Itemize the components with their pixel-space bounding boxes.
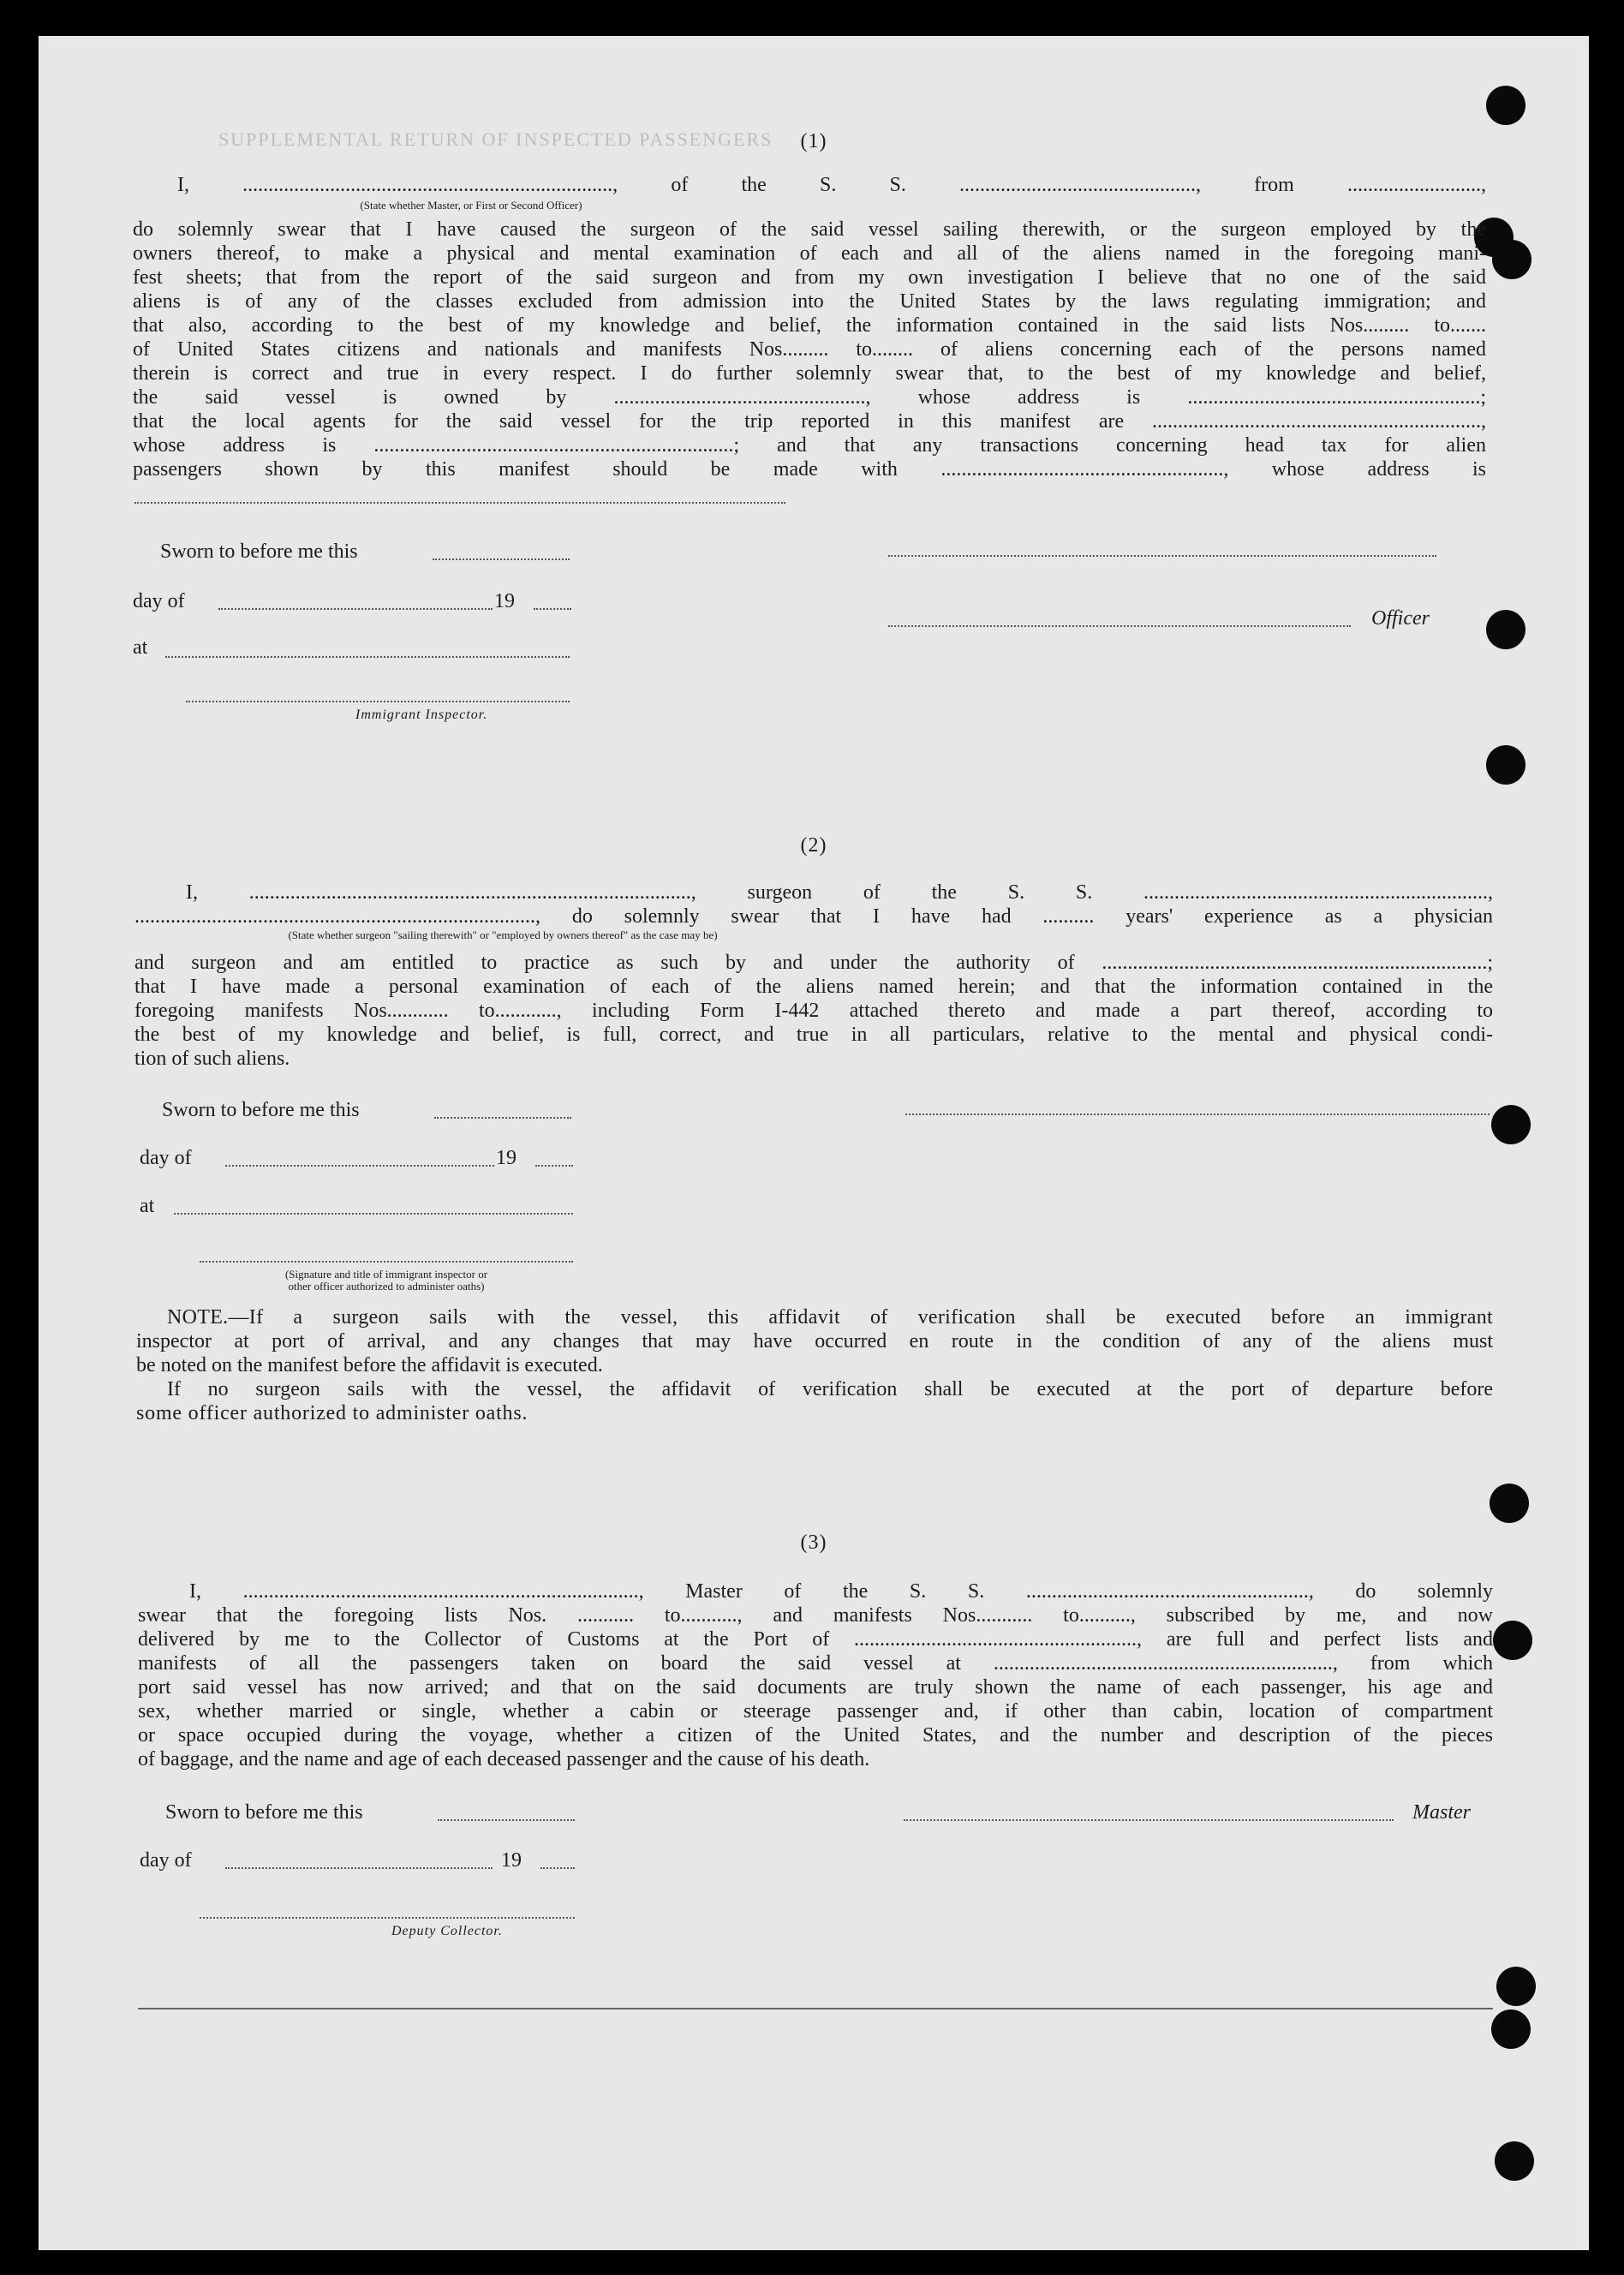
s2-line-6: the best of my knowledge and belief, is full, correct, and true in all particulars, relative to the mental and physical condi- [134, 1024, 1493, 1046]
s1-line-8: therein is correct and true in every respect. I do further solemnly swear that, to the best of my knowledge and belief, [133, 362, 1486, 385]
s3-line-8: of baggage, and the name and age of each deceased passenger and the cause of his death. [138, 1748, 870, 1770]
s2-year-blank [535, 1165, 573, 1167]
s2-sig-caption-2: other officer authorized to administer oaths) [288, 1280, 485, 1293]
s3-year-blank [540, 1867, 575, 1869]
s1-line-7: of United States citizens and nationals and manifests Nos......... to........ of aliens concerning each of the persons named [133, 338, 1486, 361]
s2-line-5: foregoing manifests Nos............ to............, including Form I-442 attached thereto and made a part thereof, according to [134, 1000, 1493, 1022]
faint-header: SUPPLEMENTAL RETURN OF INSPECTED PASSENGERS [218, 128, 773, 150]
s1-sworn-label: Sworn to before me this [160, 540, 358, 563]
s3-year: 19 [501, 1849, 522, 1872]
s1-day-label: day of [133, 590, 185, 612]
s2-sig-blank [905, 1114, 1490, 1115]
s1-line-5: aliens is of any of the classes excluded from admission into the United States by the laws regulating immigration; and [133, 290, 1486, 313]
s1-officer-label: Officer [1371, 607, 1430, 630]
s2-day-blank [225, 1165, 494, 1167]
s3-master-blank [904, 1819, 1394, 1821]
s3-line-6: sex, whether married or single, whether a cabin or steerage passenger and, if other than cabin, location of compartment [138, 1700, 1493, 1723]
s3-line-1: I, ............................................................................., Master of the S. S. ......................................................., do solemnly [189, 1580, 1493, 1603]
s2-note-line-3: be noted on the manifest before the affidavit is executed. [136, 1354, 603, 1376]
s1-address-blank [134, 502, 785, 504]
s2-note-line-1: NOTE.—If a surgeon sails with the vessel, this affidavit of verification shall be executed before an immigrant [167, 1306, 1493, 1329]
s1-line-10: that the local agents for the said vessel for the trip reported in this manifest are ................................................................, [133, 410, 1486, 433]
s1-inspector-blank [186, 701, 570, 702]
s1-day-blank [218, 608, 493, 610]
s1-year-blank [534, 608, 571, 610]
section-2-number: (2) [800, 834, 827, 857]
document-page [39, 36, 1589, 2250]
s1-line-1: I, ........................................................................, of the S. S. .............................................., from .........................., [177, 174, 1486, 196]
s2-sworn-label: Sworn to before me this [162, 1099, 360, 1121]
punch-hole [1496, 1967, 1536, 2006]
s1-inspector-caption: Immigrant Inspector. [355, 708, 488, 722]
section-1-number: (1) [800, 130, 827, 152]
s1-year: 19 [494, 590, 515, 612]
punch-hole [1491, 2009, 1531, 2049]
section-3-number: (3) [800, 1532, 827, 1554]
s1-line-4: fest sheets; that from the report of the said surgeon and from my own investigation I believe that no one of the said [133, 266, 1486, 289]
punch-hole [1495, 2141, 1534, 2181]
s3-day-blank [225, 1867, 493, 1869]
s2-year: 19 [496, 1147, 516, 1169]
s2-note-line-2: inspector at port of arrival, and any changes that may have occurred en route in the condition of any of the aliens must [136, 1330, 1493, 1352]
punch-hole [1486, 610, 1525, 649]
s1-at-blank [165, 656, 570, 658]
s1-line-3: owners thereof, to make a physical and mental examination of each and all of the aliens named in the foregoing mani- [133, 242, 1486, 265]
punch-hole [1486, 86, 1525, 125]
s1-line-6: that also, according to the best of my knowledge and belief, the information contained in the said lists Nos......... to....... [133, 314, 1486, 337]
s1-at-label: at [133, 636, 148, 659]
s2-sworn-blank [434, 1117, 571, 1119]
s3-line-2: swear that the foregoing lists Nos. ........... to..........., and manifests Nos........... to.........., subscribed by me, and now [138, 1604, 1493, 1627]
s3-sworn-label: Sworn to before me this [165, 1801, 363, 1824]
punch-hole [1490, 1484, 1529, 1523]
s2-note2-line-1: If no surgeon sails with the vessel, the affidavit of verification shall be executed at the port of departure before [167, 1378, 1493, 1400]
punch-hole [1486, 745, 1525, 785]
s2-line-3: and surgeon and am entitled to practice as such by and under the authority of ...........................................................................; [134, 952, 1493, 974]
s3-collector-caption: Deputy Collector. [391, 1924, 503, 1938]
s1-sworn-blank [433, 558, 570, 560]
s1-line-11: whose address is ......................................................................; and that any transactions concerning head tax for alien [133, 434, 1486, 457]
s2-day-label: day of [140, 1147, 192, 1169]
punch-hole [1492, 240, 1531, 279]
s1-master-caption: (State whether Master, or First or Second Officer) [360, 199, 582, 212]
s1-line-9: the said vessel is owned by ................................................., whose address is .........................................................; [133, 386, 1486, 409]
s2-line-7: tion of such aliens. [134, 1048, 290, 1070]
s3-day-label: day of [140, 1849, 192, 1872]
s2-at-blank [174, 1213, 573, 1215]
s2-at-label: at [140, 1195, 155, 1217]
s3-line-3: delivered by me to the Collector of Customs at the Port of ......................................................., are full and perfect lists and [138, 1628, 1493, 1651]
s1-line-12: passengers shown by this manifest should be made with ......................................................., whose address is [133, 458, 1486, 481]
s3-sworn-blank [438, 1819, 575, 1821]
s2-inspector-blank [200, 1261, 573, 1263]
punch-hole [1491, 1105, 1531, 1144]
s3-master-label: Master [1412, 1801, 1471, 1824]
s3-collector-blank [200, 1917, 575, 1919]
s3-line-5: port said vessel has now arrived; and that on the said documents are truly shown the name of each passenger, his age and [138, 1676, 1493, 1699]
s1-sig-blank [888, 555, 1436, 557]
s1-line-2: do solemnly swear that I have caused the surgeon of the said vessel sailing therewith, or the surgeon employed by the [133, 218, 1486, 241]
punch-hole [1493, 1621, 1532, 1660]
s2-line-1: I, ......................................................................................, surgeon of the S. S. ..................................................................., [186, 881, 1493, 904]
s2-note2-line-2: some officer authorized to administer oaths. [136, 1402, 528, 1424]
s1-officer-blank [888, 625, 1351, 627]
s2-sig-caption-1: (Signature and title of immigrant inspector or [284, 1268, 488, 1281]
s2-line-2: .............................................................................., do solemnly swear that I have had .......... years' experience as a physician [134, 905, 1493, 928]
s2-line-4: that I have made a personal examination of each of the aliens named herein; and that the information contained in the [134, 976, 1493, 998]
bottom-rule [138, 2008, 1493, 2009]
s3-line-4: manifests of all the passengers taken on board the said vessel at .................................................................., from which [138, 1652, 1493, 1675]
s2-surgeon-caption: (State whether surgeon "sailing therewith" or "employed by owners thereof" as the case may be) [288, 929, 718, 941]
s3-line-7: or space occupied during the voyage, whether a citizen of the United States, and the number and description of the pieces [138, 1724, 1493, 1747]
